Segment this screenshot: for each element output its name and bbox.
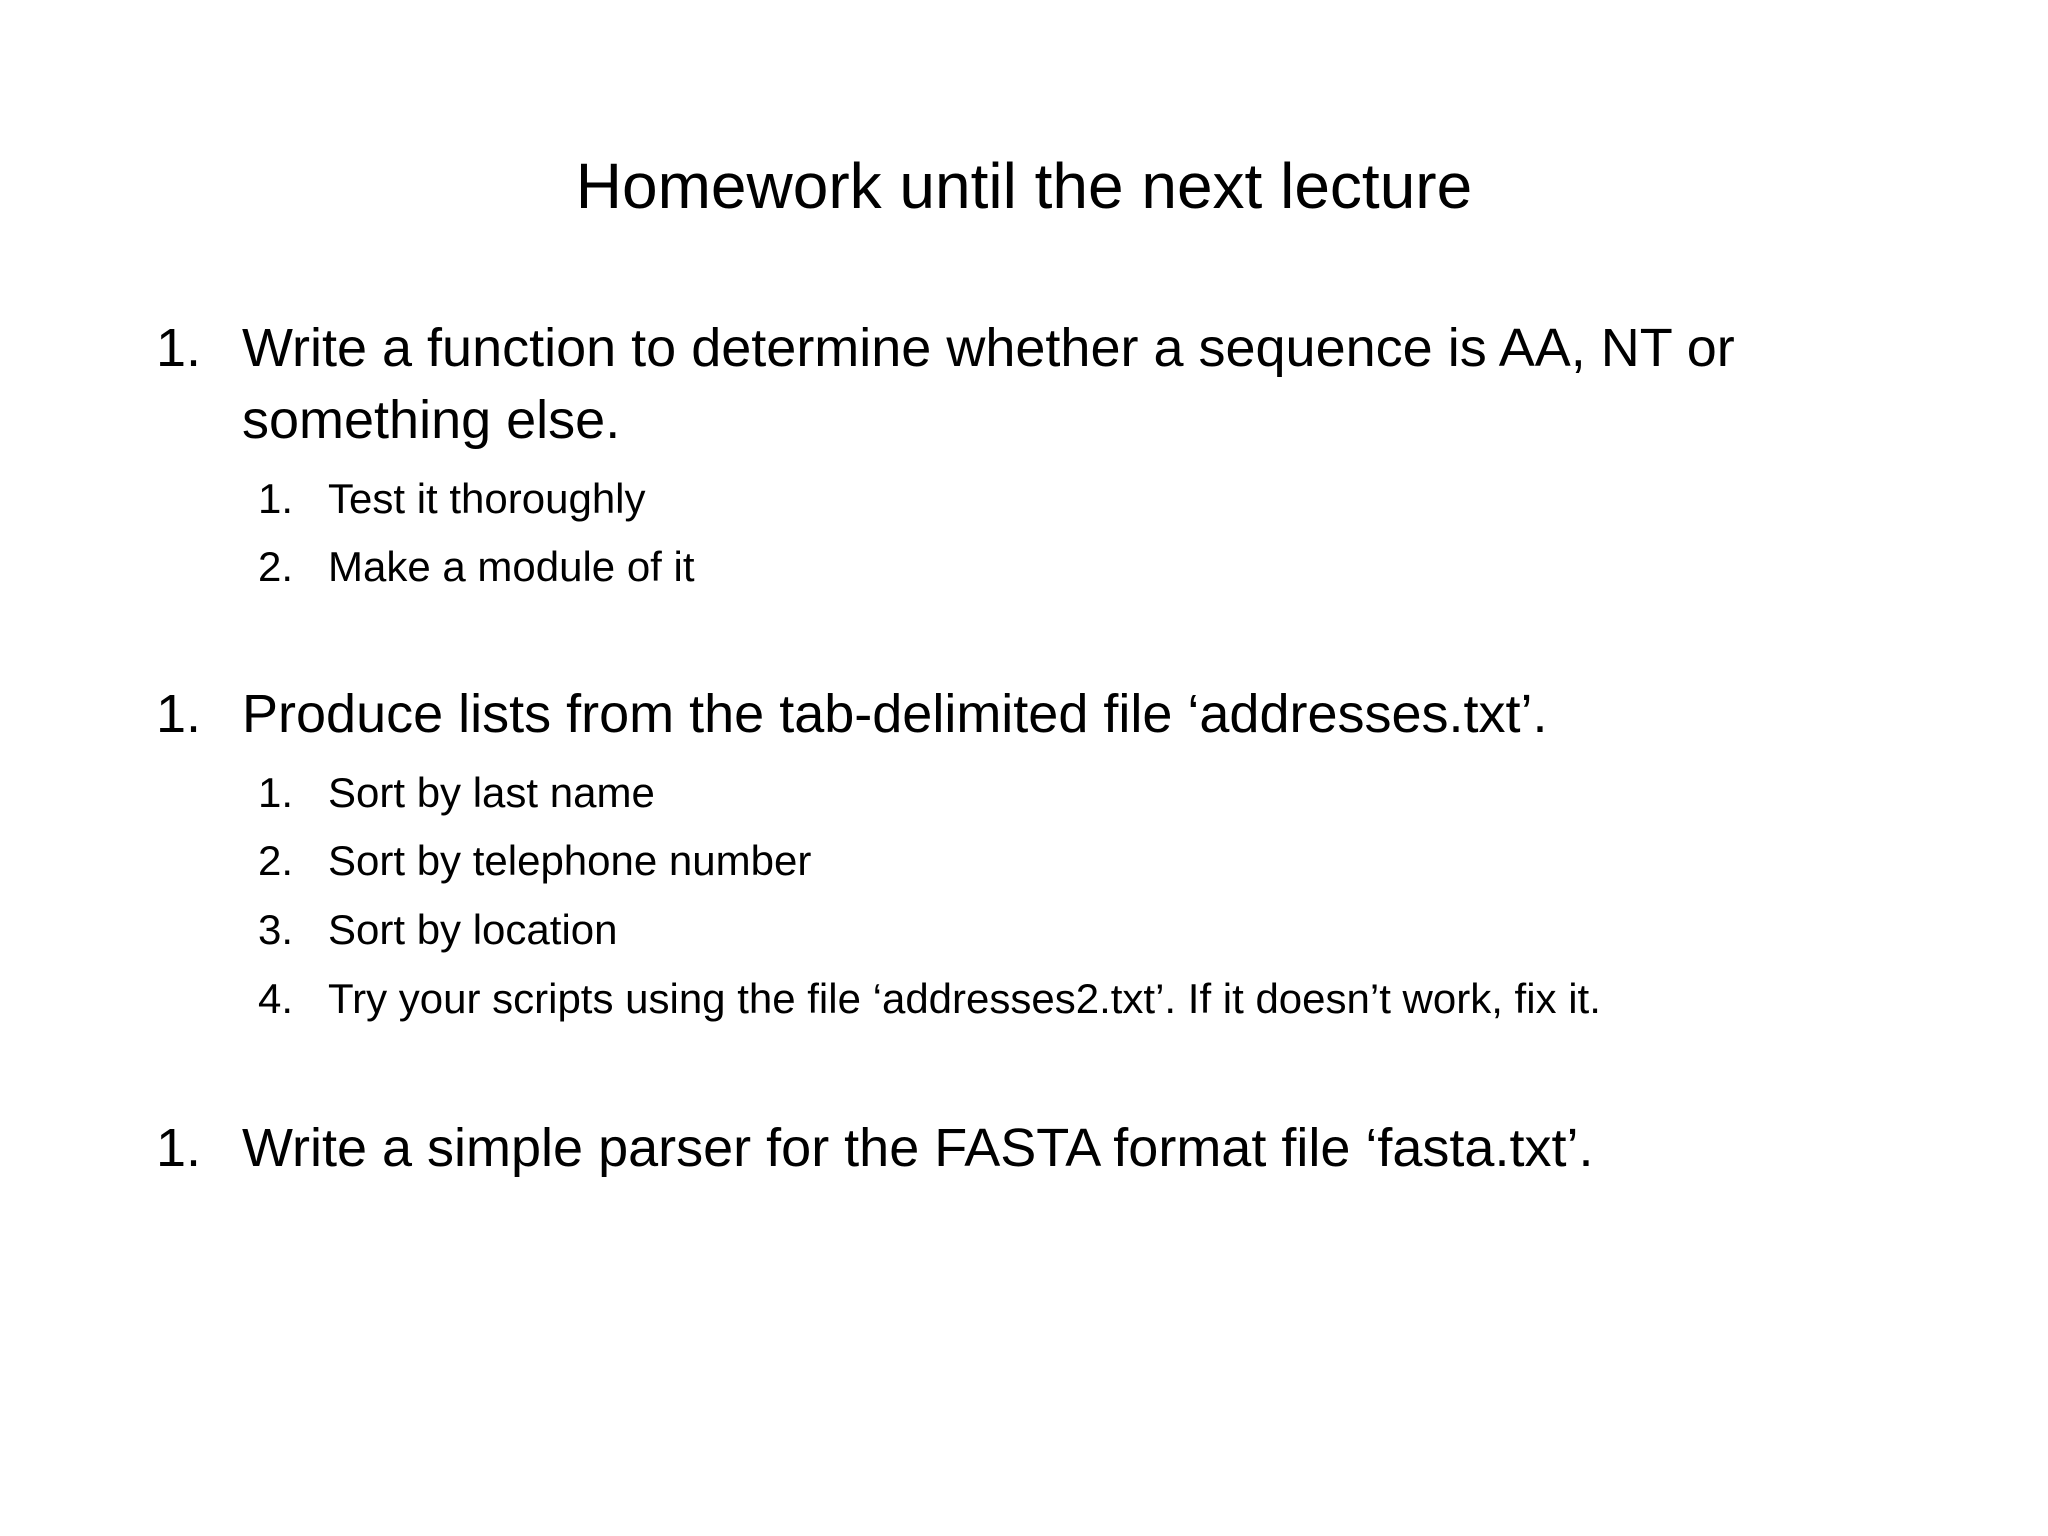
subtask-number: 3. <box>258 906 294 953</box>
subtask-number: 2. <box>258 543 294 590</box>
subtask-number: 1. <box>258 475 294 522</box>
task-number: 1. <box>156 318 202 378</box>
task-number: 1. <box>156 684 202 744</box>
slide-title: Homework until the next lecture <box>575 150 1473 222</box>
subtask-number: 4. <box>258 975 294 1022</box>
subtask-text: Try your scripts using the file ‘addresses2.txt’. If it doesn’t work, fix it. <box>328 975 1601 1022</box>
task-text: something else. <box>242 390 621 450</box>
task-text: Write a function to determine whether a sequence is AA, NT or <box>242 318 1735 378</box>
task-text: Write a simple parser for the FASTA format file ‘fasta.txt’. <box>242 1118 1594 1178</box>
subtask-text: Sort by location <box>328 906 618 953</box>
subtask-text: Sort by telephone number <box>328 837 812 884</box>
subtask-text: Sort by last name <box>328 769 655 816</box>
subtask-number: 2. <box>258 837 294 884</box>
task-text: Produce lists from the tab-delimited file ‘addresses.txt’. <box>242 684 1548 744</box>
task-number: 1. <box>156 1118 202 1178</box>
subtask-text: Test it thoroughly <box>328 475 646 522</box>
subtask-number: 1. <box>258 769 294 816</box>
subtask-text: Make a module of it <box>328 543 695 590</box>
